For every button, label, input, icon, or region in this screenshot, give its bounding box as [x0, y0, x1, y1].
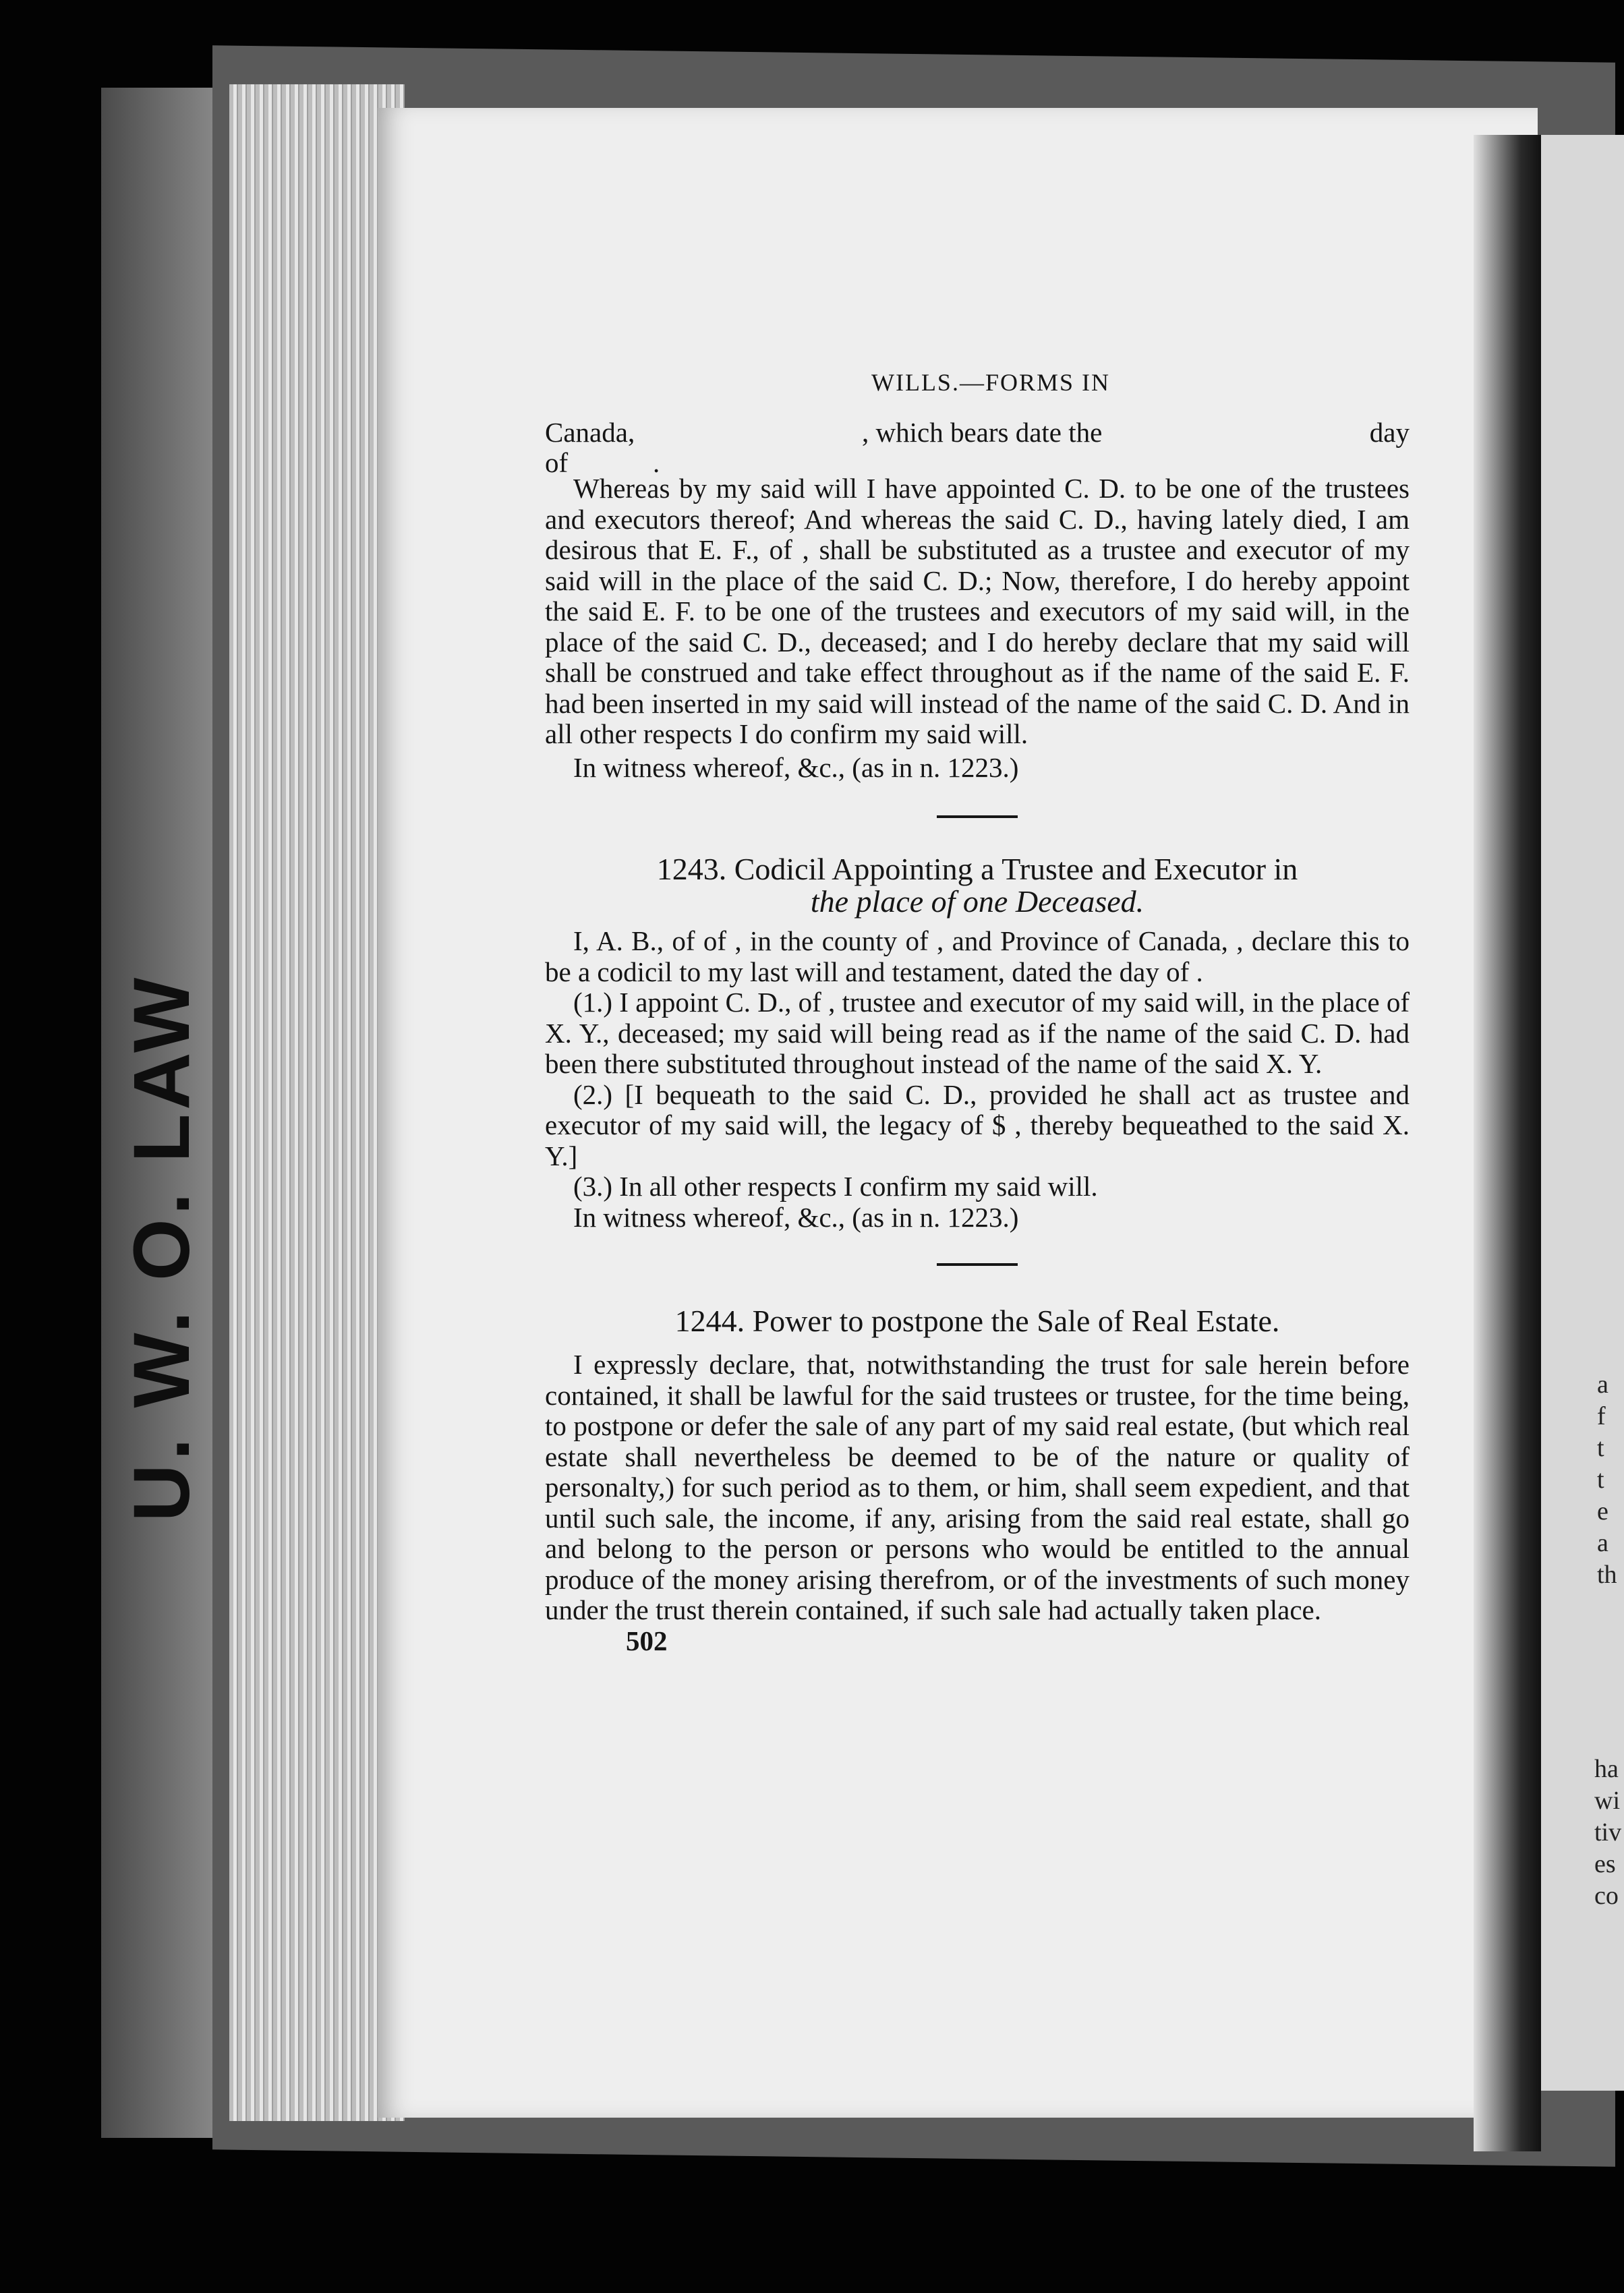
codicil-item-2: (2.) [I bequeath to the said C. D., provided he shall act as trustee and executor of my said will, the legacy of $ , thereby bequeathed to the said X. Y.] — [545, 1078, 1410, 1171]
opening-line-2 — [545, 447, 1410, 478]
page-gutter — [1474, 135, 1541, 2151]
power-to-postpone-paragraph: I expressly declare, that, notwithstanding the trust for sale herein before contained, it shall be lawful for the said trustees or trustee, for the time being, to postpone or defer the sale of any part of my said real estate, (but which real estate shall nevertheless be deemed to be of the nature or quality of personalty,) for such period as to them, or him, shall seem expedient, and that until such sale, the income, if any, arising from the said real estate, shall go and belong to the person or persons who would be entitled to the annual produce of the money arising therefrom, or of the investments of such money under the trust therein contained, if such sale had actually taken place. — [545, 1349, 1410, 1625]
witness-clause: In witness whereof, &c., (as in n. 1223.) — [573, 751, 1019, 783]
codicil-item-3: (3.) In all other respects I confirm my said will. — [573, 1171, 1098, 1202]
facing-page-fragment: e — [1597, 1497, 1608, 1526]
facing-page-fragment: a — [1597, 1529, 1608, 1557]
whereas-paragraph: Whereas by my said will I have appointed C. D. to be one of the trustees and executors thereof; And whereas the said C. D., having lately died, I am desirous that E. F., of , shall be substituted as a trustee and executor of my said will in the place of the said C. D.; Now, therefore, I do hereby appoint the said E. F. to be one of the trustees and executors of my said will, in the place of the said C. D., deceased; and I do hereby declare that my said will shall be construed and take effect throughout as if the name of the said E. F. had been inserted in my said will instead of the name of the said C. D. And in all other respects I do confirm my said will. — [545, 473, 1410, 749]
facing-page-text — [1597, 1369, 1624, 1591]
facing-page-text-lower — [1594, 1753, 1624, 1912]
facing-page-fragment: t — [1597, 1465, 1604, 1494]
witness-clause: In witness whereof, &c., (as in n. 1223.) — [573, 1201, 1019, 1233]
opening-word: day — [1369, 416, 1410, 448]
codicil-declaration: I, A. B., of of , in the county of , and Province of Canada, , declare this to be a codicil to my last will and testament, dated the day of . — [545, 925, 1410, 987]
facing-page-fragment: ha — [1594, 1755, 1619, 1783]
opening-line — [545, 417, 1410, 448]
opening-word: Canada, — [545, 416, 635, 448]
facing-page-fragment: es — [1594, 1850, 1616, 1878]
library-stamp — [101, 973, 223, 1522]
codicil-item-1: (1.) I appoint C. D., of , trustee and executor of my said will, in the place of X. Y., deceased; my said will being read as if the name of the said C. D. had been there substituted throughout instead of the name of the said X. Y. — [545, 987, 1410, 1079]
facing-page-fragment: t — [1597, 1434, 1604, 1462]
facing-page-fragment: co — [1594, 1882, 1619, 1910]
section-1244-heading: 1244. Power to postpone the Sale of Real Estate. — [674, 1304, 1280, 1338]
opening-word: of — [545, 447, 569, 478]
page-text — [545, 368, 1410, 1656]
running-head: WILLS.—FORMS IN — [871, 369, 1111, 396]
opening-word: . — [653, 447, 660, 478]
facing-page-fragment: a — [1597, 1370, 1608, 1399]
section-1243-subheading: the place of one Deceased. — [810, 884, 1144, 919]
facing-page-fragment: tiv — [1594, 1818, 1622, 1847]
library-stamp-text: U. W. O. LAW — [117, 973, 206, 1522]
section-1243-heading: 1243. Codicil Appointing a Trustee and Executor in — [656, 852, 1298, 886]
facing-page-fragment: f — [1597, 1402, 1606, 1430]
opening-word: , which bears date the — [862, 416, 1103, 448]
facing-page-fragment: wi — [1594, 1787, 1620, 1815]
facing-page-fragment: th — [1597, 1561, 1617, 1589]
page-number: 502 — [626, 1625, 668, 1656]
